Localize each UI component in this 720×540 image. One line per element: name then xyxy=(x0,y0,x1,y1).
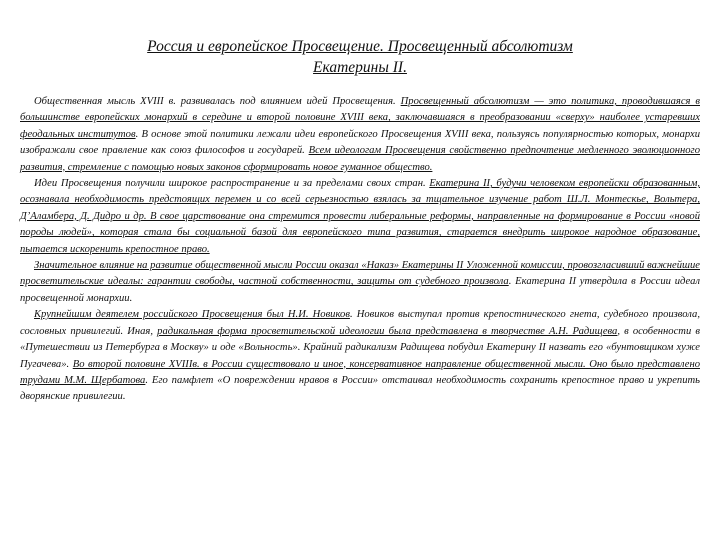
text-run: . Новиков выступал против крепостнического гнета, судебного произвола, сословных привилегий. Иная, xyxy=(20,309,700,337)
text-run: Идеи Просвещения получили широкое распространение и за пределами своих стран. xyxy=(34,178,430,190)
text-run: . Екатерина II утвердила в России идеал просвещенной монархии. xyxy=(20,276,701,304)
page-title xyxy=(80,36,640,78)
text-run: . В основе этой политики лежали идеи европейского Просвещения XVIII века, пользуясь популярностью которых, монархи изображали свое правление как союз философов и государей. xyxy=(20,128,700,157)
paragraph-1 xyxy=(20,94,700,176)
text-run: Общественная мысль XVIII в. развивалась под влиянием идей Просвещения. xyxy=(34,96,401,107)
paragraph-4 xyxy=(20,307,700,405)
paragraph-2 xyxy=(20,176,700,258)
underlined-run: Просвещенный абсолютизм — это политика, проводившаяся в большинстве европейских монархий в середине и второй половине XVIII века, заключавшаяся в преобразовании «сверху» наиболее устаревших феодальных институтов xyxy=(20,96,700,140)
text-run: , в особенности в «Путешествии из Петербурга в Москву» и оде «Вольность». Крайний радикализм Радищева побудил Екатерину II назвать его «бунтовщиком хуже Пугачева». xyxy=(20,325,700,370)
underlined-run: Всем идеологам Просвещения свойственно предпочтение медленного эволюционного развития, стремление с помощью новых законов сформировать новое гуманное общество. xyxy=(20,145,700,173)
underlined-run: Крупнейшим деятелем российского Просвещения был Н.И. Новиков xyxy=(34,309,350,321)
underlined-run: радикальная форма просветительской идеологии была представлена в творчестве А.Н. Радищева xyxy=(157,325,618,337)
underlined-run: Во второй половине XVIIIв. в России существовало и иное, консервативное направление общественной мысли. Оно было представлено трудами М.М. Щербатова xyxy=(20,358,700,386)
underlined-run: Екатерина II, будучи человеком европейски образованным, осознавала необходимость предстоящих перемен и со всей серьезностью взялась за тщательное изучение работ Ш.Л. Монтескье, Вольтера, Д’Аламбера, Д. Дидро и др. В свое царствование она стремится провести либеральные реформы, направленные на формирование в России «новой породы людей», которая стала бы социальной базой для европейского типа развития, старается внедрить широкое народное образование, пытается искоренить крепостное право. xyxy=(20,178,700,255)
text-run: . Его памфлет «О повреждении нравов в России» отстаивал необходимость сохранить крепостное право и укрепить дворянские привилегии. xyxy=(20,374,700,403)
body-text xyxy=(20,94,700,406)
title-line-2: Екатерины II. xyxy=(313,59,407,76)
paragraph-3 xyxy=(20,258,700,307)
underlined-run: Значительное влияние на развитие общественной мысли России оказал «Наказ» Екатерины II Уложенной комиссии, провозгласивший важнейшие просветительские идеалы: гарантии свободы, частной собственности, защиты от судебного произвола xyxy=(20,260,700,288)
title-line-1: Россия и европейское Просвещение. Просвещенный абсолютизм xyxy=(147,38,573,55)
